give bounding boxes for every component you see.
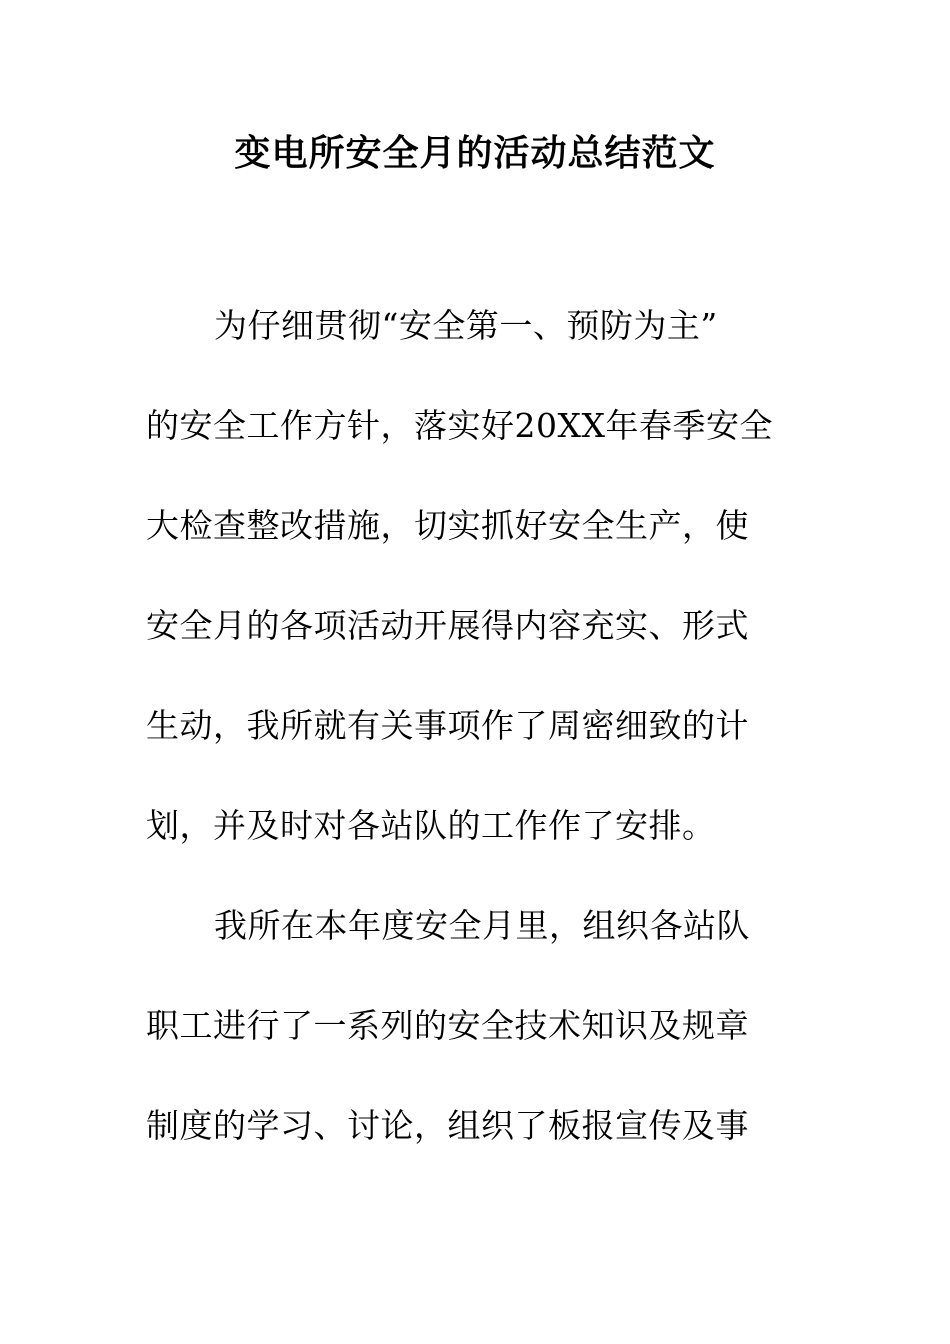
paragraph-2-line-3: 制度的学习、讨论，组织了板报宣传及事 [146,1106,749,1145]
paragraph-1-line-5: 生动，我所就有关事项作了周密细致的计 [146,706,749,745]
document-title: 变电所安全月的活动总结范文 [234,132,716,174]
paragraph-2-line-2: 职工进行了一系列的安全技术知识及规章 [146,1006,749,1045]
paragraph-1-line-6: 划，并及时对各站队的工作作了安排。 [146,806,716,845]
paragraph-1-line-2: 的安全工作方针，落实好20XX年春季安全 [146,406,773,445]
paragraph-1-line-1: 为仔细贯彻“安全第一、预防为主” [214,306,718,345]
paragraph-1-line-3: 大检查整改措施，切实抓好安全生产，使 [146,506,749,545]
paragraph-1-line-4: 安全月的各项活动开展得内容充实、形式 [146,606,749,645]
paragraph-2-line-1: 我所在本年度安全月里，组织各站队 [214,906,750,945]
